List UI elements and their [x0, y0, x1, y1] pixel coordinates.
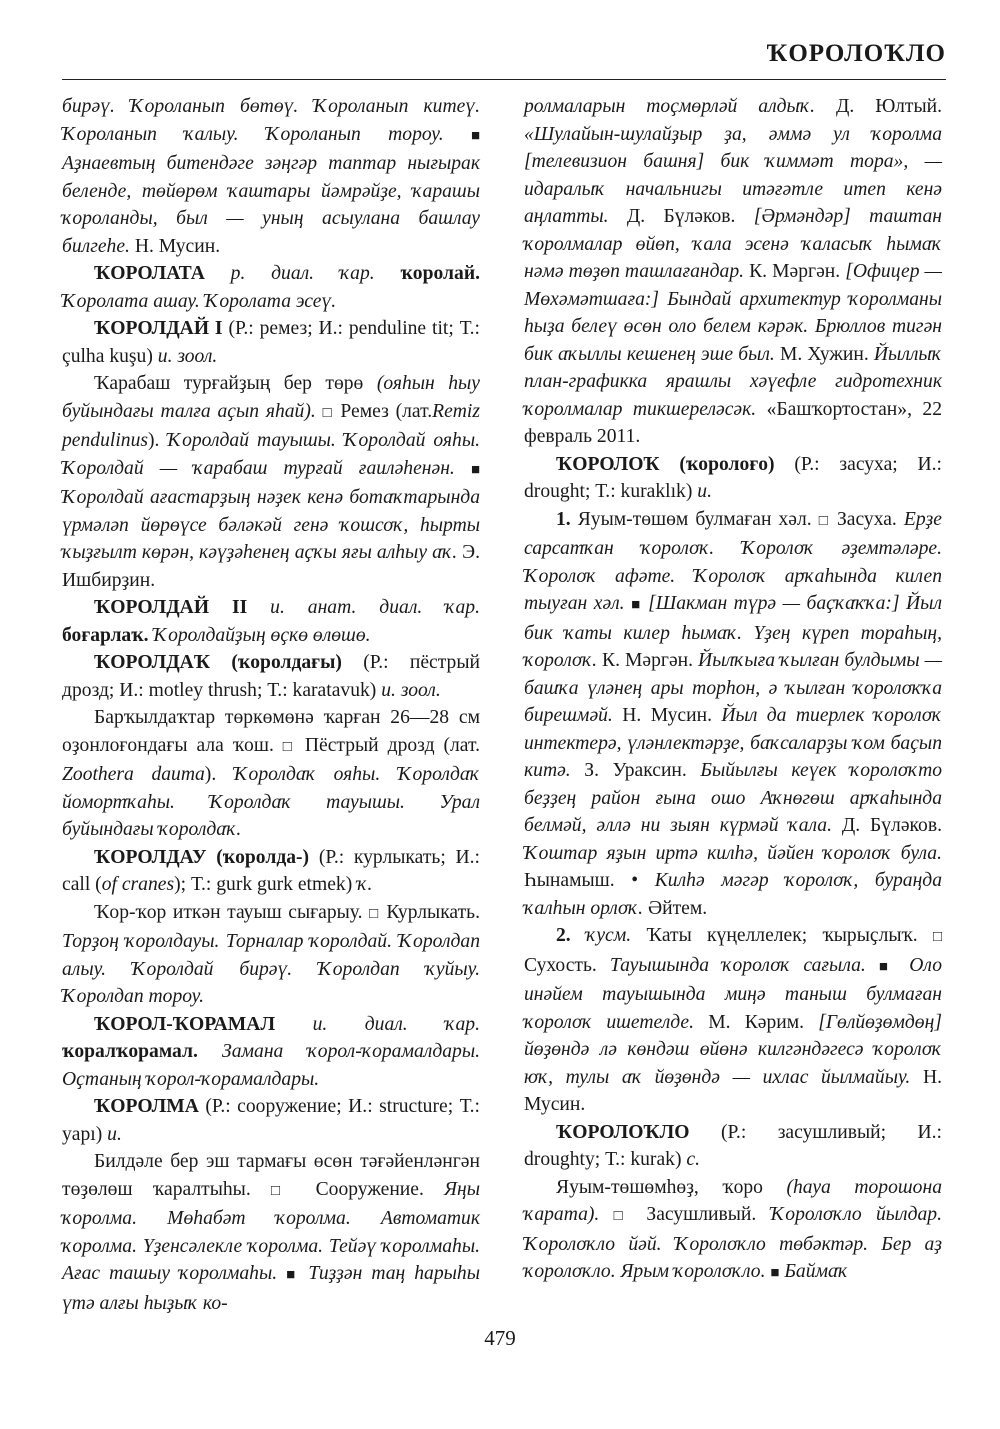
examples: Ерҙе сарсатҡан ҡоролоҡ. Ҡоролоҡ әҙемтәләре. Ҡоролоҡ афәте. Ҡоролоҡ арҡаһында килеп тыуған хәл. — [524, 508, 942, 614]
entry-korolma — [62, 1093, 480, 1148]
source: К. Мәргән. — [749, 261, 841, 282]
translation-note: of cranes — [101, 874, 175, 895]
examples: Замана ҡорол-ҡорамалдары. Оҫтаның ҡорол-ҡорамалдары. — [62, 1041, 480, 1090]
source: Н. Мусин. — [622, 705, 712, 726]
headword: ҠОРОЛМА — [94, 1096, 199, 1117]
examples: Ҡоролата ашау. Ҡоролата эсеү. — [62, 290, 337, 312]
translations: (Р.: засуха; И.: drought; Т.: kuraklık) — [524, 453, 942, 502]
entry-korol-koramal — [62, 1011, 480, 1094]
translations: (Р.: пёстрый дрозд; И.: motley thrush; Т.: karatavuk) — [62, 652, 480, 701]
entry-continuation — [62, 93, 480, 260]
sense-number: 1. — [556, 508, 571, 530]
definition — [62, 370, 480, 594]
source: Д. Бүләков. — [841, 815, 943, 836]
grammar-label: ҡусм. — [586, 925, 632, 946]
definition-text: Яуым-төшөмһөҙ, ҡоро — [556, 1176, 763, 1198]
examples: Яңы ҡоролма. Мөһабәт ҡоролма. Автоматик ҡоролма. Үҙенсәлекле ҡоролма. Тейәү ҡоролмаһы. Ағас ташыу ҡоролмаһы. — [62, 1178, 481, 1284]
definition-note: (ояһын һыу буйындағы талға аҫып яһай). — [62, 373, 480, 422]
quotation: [Гөлйөҙөмдөң] йөҙөндә лә көндәш өйөнә килгәндәгесә ҡоролоҡ юҡ, тулы аҡ йөҙөндә — ихлас йылмайыу. — [524, 1011, 942, 1088]
square-outline-icon: □ — [613, 1208, 633, 1224]
russian-equivalent: Сухость. — [524, 954, 597, 976]
entry-koroldau — [62, 844, 480, 899]
bullet-icon: • — [631, 870, 639, 891]
quotation: Йыл да тиерлек ҡоролоҡ интектерә, үләнлектәрҙе, баҡсаларҙы ҡом баҫып китә. — [524, 705, 943, 781]
definition-text: Ҡарабаш турғайҙың бер төрө — [94, 373, 364, 394]
headword: ҠОРОЛДАЙ I — [94, 318, 223, 339]
cross-ref: боғарлаҡ. — [62, 624, 149, 646]
punct: ). — [148, 430, 160, 451]
quotation: Баймаҡ — [784, 1261, 849, 1282]
quotation: Оло инәйем тауышында миңә таныш булмаған ҡоролоҡ ишетелде. — [524, 954, 942, 1033]
quotation: [Офицер — Мөхәмәтшаға:] Бындай архитектур ҡоролманы һыҙа белеү өсөн оло белем кәрәк. Брюллов тигән бик аҡыллы кешенең эше был. — [524, 261, 942, 365]
entry-koroldai-2 — [62, 594, 480, 649]
proverb: Килһә мәгәр ҡоролоҡ, бураңда ҡалһын орлоҡ. — [524, 870, 942, 919]
definition-text: Барҡылдаҡтар төркөмөнә ҡарған 26—28 см оҙонлоғондағы ала ҡош. — [62, 707, 480, 756]
headword: ҠОРОЛОҠЛО — [556, 1121, 690, 1143]
cross-ref: ҡоролай. — [400, 263, 481, 284]
quotation: Йылҡыға ҡылған булдымы — башҡа үләнең ары торһон, ә ҡылған ҡоролоҡҡа бирешмәй. — [524, 650, 943, 726]
source: Д. Бүләков. — [626, 206, 736, 227]
source: Әйтем. — [647, 897, 708, 919]
entry-korolata — [62, 260, 480, 315]
definition — [524, 1174, 942, 1288]
quotation: Тиҙҙән таң һарыһы үтә алғы һыҙыҡ ко- — [62, 1263, 480, 1314]
source: Д. Юлтый. — [836, 96, 942, 117]
sense-1 — [524, 506, 942, 923]
square-filled-icon: ■ — [470, 127, 480, 144]
square-outline-icon: □ — [369, 905, 380, 922]
translations: (Р.: сооружение; И.: structure; Т.: yapı) — [62, 1096, 480, 1145]
source: М. Кәрим. — [708, 1011, 805, 1033]
examples: Ҡоролоҡло йылдар. Ҡоролоҡло йәй. Ҡоролоҡло төбәктәр. Бер аҙ ҡоролоҡло. Ярым ҡоролоҡло. — [524, 1204, 942, 1282]
source: Н. Мусин. — [524, 1066, 942, 1115]
quotation: Аҙнаевтың битендәге зәңгәр таптар нығырак беленде, төйөрөм ҡаштары йәмрәйҙе, ҡарашы ҡороланды, был — уның асыулана башлау билгеһе. — [62, 153, 480, 257]
source: Н. Мусин. — [134, 235, 221, 257]
quotation: Ҡоштар яҙын иртә килһә, йәйен ҡоролоҡ була. — [524, 842, 942, 864]
grammar-label: с. — [686, 1149, 700, 1170]
sense-number: 2. — [556, 925, 571, 946]
square-filled-icon: ■ — [631, 597, 642, 613]
grammar-label: и. зоол. — [381, 679, 441, 701]
right-column — [524, 93, 942, 1288]
page-number: 479 — [484, 1326, 516, 1350]
square-outline-icon: □ — [270, 1182, 296, 1199]
translations-end: ); Т.: gurk gurk etmek) — [174, 874, 353, 895]
grammar-label: и. — [107, 1123, 122, 1145]
grammar-label: и. зоол. — [157, 345, 218, 367]
definition-text: Ҡор-ҡор иткән тауыш сығарыу. — [94, 901, 363, 923]
russian-equivalent: Пёстрый дрозд (лат. — [304, 734, 480, 756]
headword: ҠОРОЛДАҠ (ҡоролдағы) — [94, 652, 342, 673]
entry-continuation — [524, 93, 942, 451]
quotation: Йыллыҡ план-графикка ярашлы хәүефле гидротехник ҡоролмалар тикшереләсәк. — [524, 343, 943, 420]
punct: ). — [204, 764, 217, 785]
sense-2 — [524, 922, 942, 1119]
square-filled-icon: ■ — [878, 958, 897, 975]
grammar-label: р. диал. ҡар. — [230, 263, 375, 284]
translations: (Р.: засушливый; И.: droughty; Т.: kurak) — [524, 1121, 942, 1170]
left-column — [62, 93, 480, 1317]
headword: ҠОРОЛ-ҠОРАМАЛ — [94, 1013, 276, 1035]
source: З. Ураксин. — [584, 760, 687, 781]
square-filled-icon: ■ — [770, 1265, 780, 1281]
quotation: [Әрмәндәр] таштан ҡоролмалар өйөп, ҡала эсенә ҡаласыҡ һымаҡ нәмә төҙөп ташлағандар. — [524, 206, 942, 282]
examples: Ҡоролдайҙың өҫкө өлөшө. — [153, 624, 371, 646]
examples: Ҡоролдай тауышы. Ҡоролдай ояһы. Ҡоролдай — ҡарабаш турғай ғаиләһенән. — [62, 430, 480, 479]
definition — [62, 704, 480, 844]
examples: Ҡоролдаҡ ояһы. Ҡоролдаҡ йомортҡаһы. Ҡоролдаҡ тауышы. Урал буйындағы ҡоролдаҡ. — [62, 764, 480, 840]
headword: ҠОРОЛОҠ (ҡоролоғо) — [556, 453, 775, 475]
entry-korolok — [524, 451, 942, 506]
square-outline-icon: □ — [322, 404, 334, 421]
source: К. Мәргән. — [602, 650, 694, 671]
definition — [62, 899, 480, 1011]
grammar-label: и. диал. ҡар. — [312, 1013, 481, 1035]
latin-name: Zoothera dauma — [62, 764, 205, 785]
quotation: Быйылғы кеүек ҡоролоҡто беҙҙең район ғына ошо Аҡнөгөш арҡаһында белмәй, әллә ни зыян күрмәй ҡала. — [524, 760, 943, 836]
source: «Башҡортостан», 22 февраль 2011. — [524, 398, 942, 447]
examples: Торҙоң ҡоролдауы. Торналар ҡоролдай. Ҡоролдап алыу. Ҡоролдай бирәү. Ҡоролдап ҡуйыу. Ҡоролдап тороу. — [62, 931, 480, 1007]
header-rule — [62, 79, 946, 80]
entry-korolokly — [524, 1119, 942, 1174]
square-outline-icon: □ — [818, 512, 830, 529]
russian-equivalent: Курлыкать. — [386, 901, 481, 923]
grammar-label: и. — [697, 481, 712, 502]
quotation: «Шулайын-шулайҙыр ҙа, әммә ул ҡоролма [телевизион башня] бик ҡиммәт тора», — идаралыҡ начальнигы итәғәтле итеп кенә аңлатты. — [524, 123, 942, 227]
headword: ҠОРОЛАТА — [94, 263, 205, 284]
translations: (Р.: курлыкать; И.: call ( — [62, 846, 481, 895]
translations: (Р.: ремез; И.: penduline tit; Т.: çulha kuşu) — [62, 318, 480, 367]
russian-equivalent: Засушливый. — [646, 1204, 757, 1225]
examples: бирәү. Ҡороланып бөтөү. Ҡороланып китеү. Ҡороланып ҡалыу. Ҡороланып тороу. — [62, 96, 480, 145]
definition-note: (һауа торошона ҡарата). — [524, 1176, 942, 1225]
running-head: ҠОРОЛОҠЛО — [766, 40, 946, 67]
headword: ҠОРОЛДАУ (ҡоролда-) — [94, 846, 310, 868]
entry-koroldai-1 — [62, 315, 480, 370]
quotation: Ҡоролдай ағастарҙың нәҙек кенә ботаҡтарында үрмәләп йөрөүсе бәләкәй генә ҡошсоҡ, һырты ҡыҙғылт көрән, кәүҙәһенең аҫҡы яғы алһыу аҡ. — [62, 487, 480, 563]
examples: Тауышында ҡоролоҡ сағыла. — [609, 954, 866, 976]
source: М. Хужин. — [779, 343, 869, 365]
quotation: [Шакман түрә — баҫҡаҡҡа:] Йыл бик ҡаты килер һымаҡ. Үҙең күреп тораһың, ҡоролоҡ. — [524, 593, 942, 671]
russian-equivalent: Сооружение. — [315, 1178, 424, 1200]
source: Һынамыш. — [524, 870, 615, 891]
quotation: ролмаларын тоҫмөрләй алдыҡ. — [524, 96, 816, 117]
source: Э. Ишбирҙин. — [62, 542, 481, 591]
entry-koroldak — [62, 649, 480, 704]
russian-equivalent: Ремез (лат. — [340, 400, 433, 422]
square-outline-icon: □ — [932, 929, 942, 945]
definition — [62, 1148, 480, 1317]
cross-ref: ҡоралҡорамал. — [62, 1041, 198, 1062]
square-filled-icon: ■ — [470, 461, 480, 478]
definition-text: Билдәле бер эш тармағы өсөн тәғәйенләнгән төҙөлөш ҡаралтыһы. — [62, 1151, 480, 1200]
definition-text: Яуым-төшөм булмаған хәл. — [577, 508, 812, 530]
latin-name: Remiz pendulinus — [62, 400, 480, 451]
grammar-label: ҡ. — [357, 874, 373, 895]
square-outline-icon: □ — [282, 738, 296, 755]
headword: ҠОРОЛДАЙ II — [94, 597, 248, 618]
grammar-label: и. анат. диал. ҡар. — [270, 597, 481, 618]
definition-text: Ҡаты күңеллелек; ҡырыҫлыҡ. — [646, 925, 918, 946]
russian-equivalent: Засуха. — [836, 508, 897, 530]
square-filled-icon: ■ — [286, 1267, 300, 1283]
